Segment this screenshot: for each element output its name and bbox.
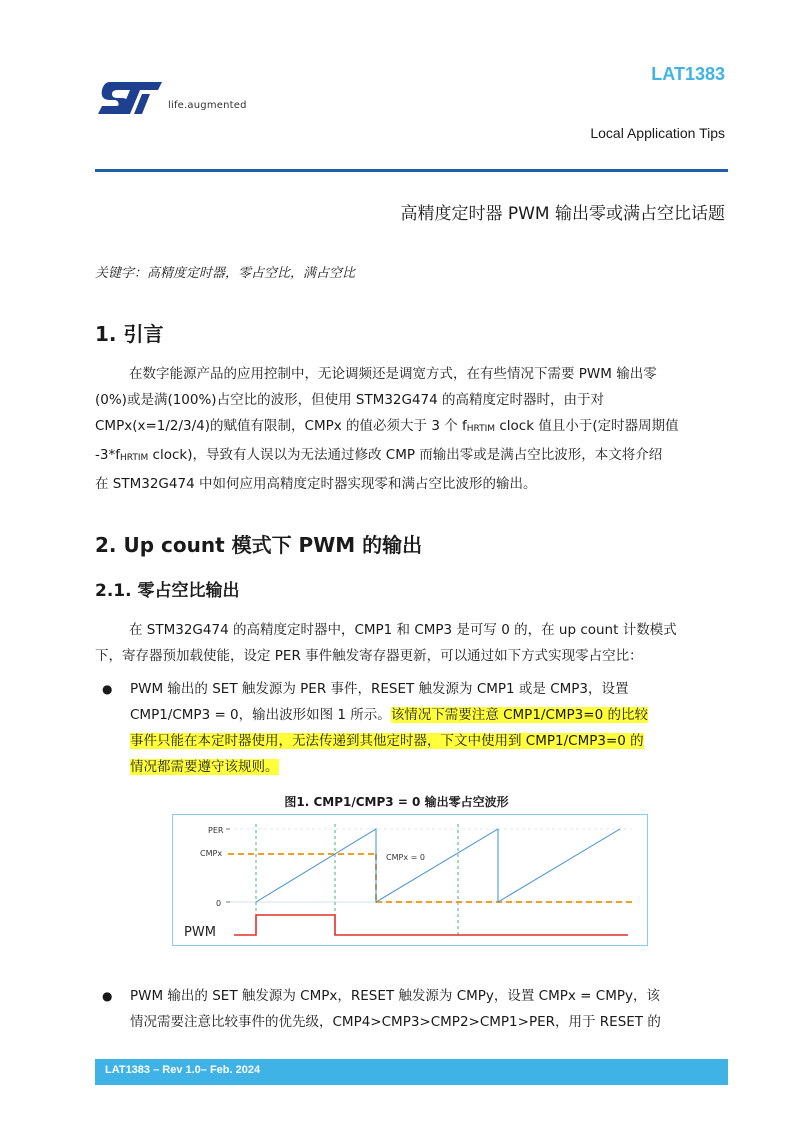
paragraph-line: 下，寄存器预加载使能，设定 PER 事件触发寄存器更新，可以通过如下方式实现零占空比： <box>95 648 643 664</box>
label-zero: 0 <box>216 899 222 908</box>
document-title: 高精度定时器 PWM 输出零或满占空比话题 <box>400 204 725 224</box>
label-cmpx-eq-0: CMPx = 0 <box>386 853 425 862</box>
label-pwm: PWM <box>184 925 216 940</box>
bullet-line: PWM 输出的 SET 触发源为 PER 事件，RESET 触发源为 CMP1 或是 CMP3，设置 <box>130 681 629 697</box>
label-cmpx: CMPx <box>200 849 223 858</box>
subscript: HRTIM <box>119 453 149 463</box>
st-logo <box>96 80 256 120</box>
paragraph-line <box>95 413 728 442</box>
label-per: PER <box>208 826 224 835</box>
section-2-heading: 2. Up count 模式下 PWM 的输出 <box>95 533 423 557</box>
figure-1-diagram <box>172 814 648 946</box>
section-2-1-paragraph <box>95 617 728 669</box>
bullet-icon: ● <box>102 682 113 696</box>
paragraph-line: (0%)或是满(100%)占空比的波形，但使用 STM32G474 的高精度定时器时，由于对 <box>95 392 605 408</box>
section-1-heading: 1. 引言 <box>95 322 164 346</box>
text-run: clock 值且小于(定时器周期值 <box>495 418 679 434</box>
figure-1-title: 图1. CMP1/CMP3 = 0 输出零占空波形 <box>284 795 509 809</box>
footer-text: LAT1383 – Rev 1.0– Feb. 2024 <box>105 1064 261 1076</box>
document-subtitle: Local Application Tips <box>590 125 725 141</box>
bullet-line <box>130 754 730 780</box>
highlighted-text: 事件只能在本定时器使用，无法传递到其他定时器，下文中使用到 CMP1/CMP3=0 的 <box>130 733 644 749</box>
bullet-item-2 <box>102 983 730 1035</box>
logo-tagline: life.augmented <box>168 100 247 111</box>
text-run: CMPx(x=1/2/3/4)的赋值有限制，CMPx 的值必须大于 3 个 f <box>95 418 467 434</box>
document-number: LAT1383 <box>651 64 725 84</box>
text-run: clock)，导致有人误以为无法通过修改 CMP 而输出零或是满占空比波形，本文将介绍 <box>148 447 663 463</box>
bullet-icon: ● <box>102 989 113 1003</box>
bullet-line <box>130 728 730 754</box>
highlighted-text: 该情况下需要注意 CMP1/CMP3=0 的比较 <box>390 707 648 723</box>
bullet-line <box>130 702 730 728</box>
keywords: 关键字：高精度定时器，零占空比，满占空比 <box>95 266 356 281</box>
section-2-1-heading: 2.1. 零占空比输出 <box>95 581 240 601</box>
bullet-line: 情况需要注意比较事件的优先级，CMP4>CMP3>CMP2>CMP1>PER，用于 RESET 的 <box>130 1014 661 1030</box>
header-rule <box>95 169 728 172</box>
bullet-item-1 <box>102 676 730 780</box>
paragraph-line: 在 STM32G474 的高精度定时器中，CMP1 和 CMP3 是可写 0 的，在 up count 计数模式 <box>129 622 677 638</box>
text-run: -3*f <box>95 447 120 463</box>
paragraph-line <box>95 442 728 471</box>
paragraph-line: 在数字能源产品的应用控制中，无论调频还是调宽方式，在有些情况下需要 PWM 输出零 <box>129 366 657 382</box>
footer-bar <box>95 1059 728 1085</box>
subscript: HRTIM <box>466 424 496 434</box>
section-1-paragraph <box>95 361 728 497</box>
diagram-frame <box>173 815 648 946</box>
paragraph-line: 在 STM32G474 中如何应用高精度定时器实现零和满占空比波形的输出。 <box>95 476 537 492</box>
st-logo-icon <box>96 80 168 120</box>
bullet-line: PWM 输出的 SET 触发源为 CMPx，RESET 触发源为 CMPy，设置 CMPx = CMPy，该 <box>130 988 660 1004</box>
text-run: CMP1/CMP3 = 0，输出波形如图 1 所示。 <box>130 707 391 723</box>
highlighted-text: 情况都需要遵守该规则。 <box>130 759 279 775</box>
